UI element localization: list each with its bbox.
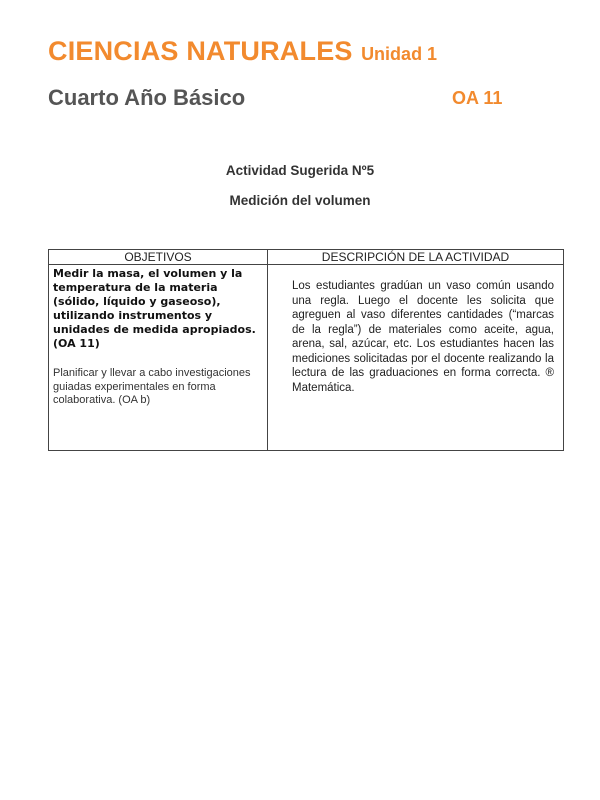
description-cell — [268, 265, 564, 451]
grade-subtitle: Cuarto Año Básico — [48, 85, 246, 110]
table-header-row — [49, 250, 564, 265]
objective-main-text: Medir la masa, el volumen y la temperatura de la materia (sólido, líquido y gaseoso), utilizando instrumentos y unidades de medida apropiados. (OA 11) — [53, 267, 256, 350]
description-text: Los estudiantes gradúan un vaso común usando una regla. Luego el docente les solicita que agreguen al vaso diferentes cantidades (“marcas de la regla”) de materiales como aceite, agua, arena, sal, azúcar, etc. Los estudiantes hacen las mediciones solicitadas por el docente realizando la lectura de las graduaciones en forma correcta. ® Matemática. — [292, 280, 554, 394]
activity-number-heading: Actividad Sugerida Nº5 — [225, 163, 375, 178]
table-row — [49, 265, 564, 451]
oa-code-label: OA 11 — [452, 88, 503, 108]
description-header: DESCRIPCIÓN DE LA ACTIVIDAD — [268, 250, 564, 265]
objective-secondary-text: Planificar y llevar a cabo investigaciones guiadas experimentales en forma colaborativa. (OA b) — [53, 367, 251, 406]
unit-label: Unidad 1 — [361, 44, 438, 64]
subject-title: CIENCIAS NATURALES — [48, 36, 353, 66]
activity-name-heading: Medición del volumen — [229, 193, 371, 208]
objectives-cell — [49, 265, 268, 451]
objectives-header: OBJETIVOS — [49, 250, 268, 265]
activity-table — [48, 249, 564, 451]
document-title — [48, 36, 437, 67]
